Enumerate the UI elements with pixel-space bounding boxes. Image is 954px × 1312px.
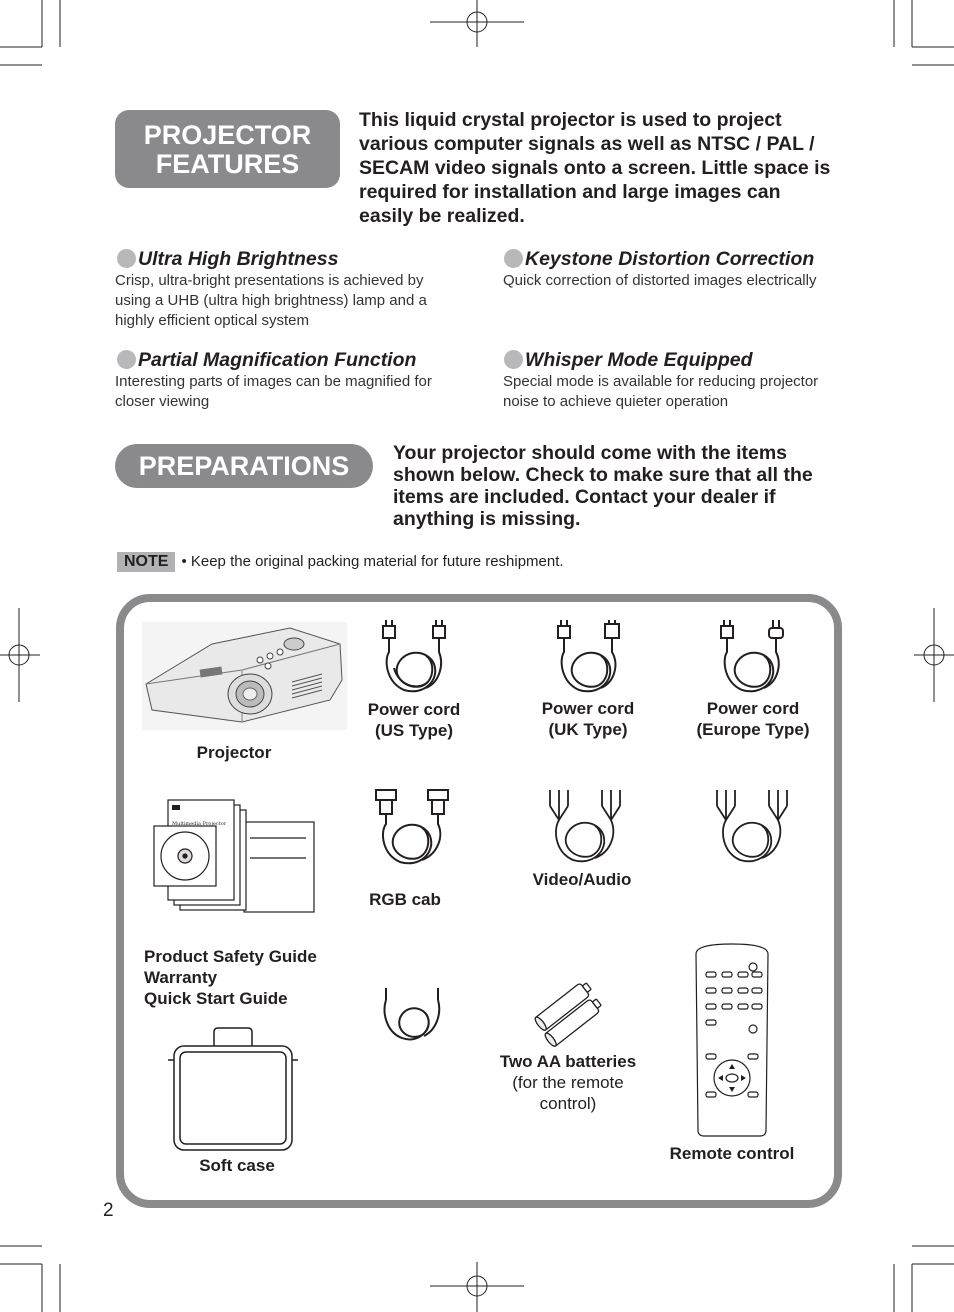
feature-desc-magnification: Interesting parts of images can be magnified for closer viewing [115,373,432,410]
documents-image [154,800,319,915]
note-text: • Keep the original packing material for future reshipment. [181,553,564,570]
remote-control-image [692,944,772,1136]
label-batteries-line3: control) [539,1094,597,1113]
features-heading [115,110,340,188]
feature-title-whisper: Whisper Mode Equipped [504,349,753,371]
label-documents-line3: Quick Start Guide [144,989,288,1008]
label-rgb-cable: RGB cab [369,890,441,909]
label-power-cord-us-line2: (US Type) [374,721,454,740]
label-power-cord-eu [683,698,823,740]
label-remote-control: Remote control [669,1144,795,1163]
rgb-cable-image [372,790,454,866]
label-power-cord-uk-line2: (UK Type) [548,720,628,739]
label-power-cord-us [354,699,474,741]
feature-title-keystone: Keystone Distortion Correction [504,248,814,270]
feature-title-brightness: Ultra High Brightness [117,248,338,270]
power-cord-uk-image [555,620,625,694]
feature-desc-brightness: Crisp, ultra-bright presentations is achieved by using a UHB (ultra high brightness) lamp and a highly efficient optical system [115,272,427,329]
cable-image [382,988,444,1044]
label-projector: Projector [196,743,272,762]
projector-image [142,622,347,730]
label-batteries-line1: Two AA batteries [499,1052,637,1071]
feature-desc-keystone: Quick correction of distorted images electrically [503,272,817,289]
video-audio-cable-image [545,790,625,864]
features-heading-line1: PROJECTOR [143,120,312,150]
label-batteries-line2: (for the remote [512,1073,624,1092]
bullet-dot-icon [117,350,136,369]
manual-cover-text: Multimedia Projector [172,821,227,827]
label-power-cord-uk-line1: Power cord [541,699,635,718]
label-batteries [478,1051,658,1114]
features-heading-line2: FEATURES [155,149,300,179]
label-power-cord-eu-line1: Power cord [706,699,800,718]
label-power-cord-eu-line2: (Europe Type) [696,720,810,739]
label-power-cord-us-line1: Power cord [367,700,461,719]
label-soft-case: Soft case [199,1156,275,1175]
label-documents-line2: Warranty [144,968,218,987]
features-intro: This liquid crystal projector is used to project various computer signals as well as NTSC / PAL / SECAM video signals onto a screen. Little space is required for installation and large images can easily be realized. [359,109,831,227]
soft-case-image [168,1028,298,1152]
preparations-intro: Your projector should come with the items shown below. Check to make sure that all the items are included. Contact your dealer if anything is missing. [393,442,813,530]
page-number: 2 [103,1200,114,1221]
label-video-audio: Video/Audio [532,870,632,889]
note [117,552,564,572]
bullet-dot-icon [504,350,523,369]
video-audio-cable-2-image [712,790,792,864]
note-label: NOTE [117,552,175,572]
label-documents [144,946,364,1009]
power-cord-eu-image [718,620,788,694]
preparations-heading: PREPARATIONS [115,444,373,488]
power-cord-us-image [380,620,450,694]
feature-desc-whisper: Special mode is available for reducing projector noise to achieve quieter operation [503,373,819,410]
batteries-image [530,980,610,1042]
bullet-dot-icon [117,249,136,268]
feature-title-magnification: Partial Magnification Function [117,349,416,371]
label-power-cord-uk [528,698,648,740]
label-documents-line1: Product Safety Guide [144,947,317,966]
bullet-dot-icon [504,249,523,268]
